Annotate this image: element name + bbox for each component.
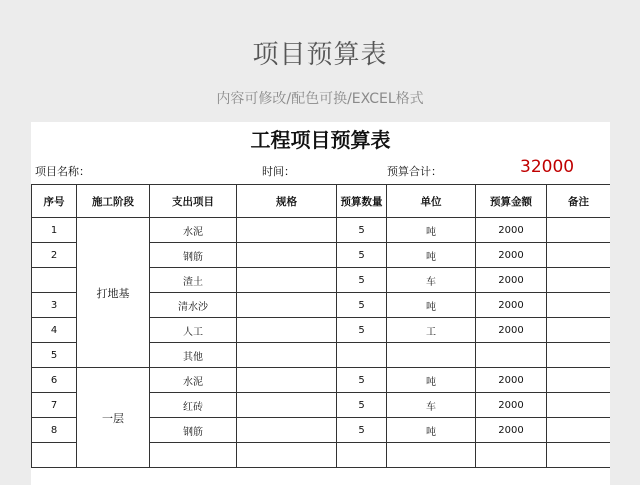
cell-item: 水泥 xyxy=(150,368,237,393)
cell-note xyxy=(547,368,611,393)
cell-qty: 5 xyxy=(337,218,387,243)
cell-amount: 2000 xyxy=(476,418,547,443)
cell-qty: 5 xyxy=(337,268,387,293)
cell-no: 4 xyxy=(32,318,77,343)
cell-amount xyxy=(476,443,547,468)
cell-qty xyxy=(337,343,387,368)
cell-unit: 吨 xyxy=(387,218,476,243)
cell-amount: 2000 xyxy=(476,268,547,293)
cell-no: 1 xyxy=(32,218,77,243)
total-label: 预算合计： xyxy=(387,165,442,178)
column-header: 备注 xyxy=(547,185,611,218)
cell-item: 红砖 xyxy=(150,393,237,418)
cell-item: 渣土 xyxy=(150,268,237,293)
sheet-title: 工程项目预算表 xyxy=(250,128,391,152)
cell-no xyxy=(32,443,77,468)
spreadsheet-preview xyxy=(31,122,610,485)
cell-note xyxy=(547,443,611,468)
cell-qty: 5 xyxy=(337,293,387,318)
cell-note xyxy=(547,218,611,243)
cell-note xyxy=(547,243,611,268)
time-label: 时间： xyxy=(262,165,295,178)
stage-cell: 一层 xyxy=(77,368,150,468)
stage-cell: 打地基 xyxy=(77,218,150,368)
cell-no: 8 xyxy=(32,418,77,443)
column-header: 预算数量 xyxy=(337,185,387,218)
cell-spec xyxy=(237,243,337,268)
cell-unit: 吨 xyxy=(387,293,476,318)
column-header: 施工阶段 xyxy=(77,185,150,218)
cell-spec xyxy=(237,418,337,443)
cell-spec xyxy=(237,393,337,418)
project-name-label: 项目名称： xyxy=(35,165,90,178)
cell-no: 6 xyxy=(32,368,77,393)
cell-unit: 吨 xyxy=(387,368,476,393)
budget-table xyxy=(31,184,610,468)
cell-amount: 2000 xyxy=(476,293,547,318)
column-header: 规格 xyxy=(237,185,337,218)
cell-qty: 5 xyxy=(337,318,387,343)
cell-note xyxy=(547,343,611,368)
cell-amount: 2000 xyxy=(476,318,547,343)
page-title: 项目预算表 xyxy=(252,40,388,70)
cell-spec xyxy=(237,293,337,318)
cell-qty: 5 xyxy=(337,368,387,393)
cell-item: 清水沙 xyxy=(150,293,237,318)
cell-amount: 2000 xyxy=(476,393,547,418)
cell-spec xyxy=(237,443,337,468)
cell-unit: 工 xyxy=(387,318,476,343)
cell-spec xyxy=(237,368,337,393)
cell-item: 钢筋 xyxy=(150,243,237,268)
cell-qty: 5 xyxy=(337,418,387,443)
total-value: 32000 xyxy=(520,157,575,177)
cell-note xyxy=(547,393,611,418)
cell-item xyxy=(150,443,237,468)
cell-amount: 2000 xyxy=(476,218,547,243)
column-header: 支出项目 xyxy=(150,185,237,218)
cell-note xyxy=(547,418,611,443)
cell-item: 人工 xyxy=(150,318,237,343)
cell-spec xyxy=(237,218,337,243)
cell-amount xyxy=(476,343,547,368)
cell-note xyxy=(547,268,611,293)
cell-no: 7 xyxy=(32,393,77,418)
column-header: 序号 xyxy=(32,185,77,218)
cell-amount: 2000 xyxy=(476,243,547,268)
cell-no: 5 xyxy=(32,343,77,368)
cell-item: 水泥 xyxy=(150,218,237,243)
cell-spec xyxy=(237,318,337,343)
cell-unit: 车 xyxy=(387,268,476,293)
table-header-row xyxy=(32,185,611,218)
table-row xyxy=(32,218,611,243)
cell-no xyxy=(32,268,77,293)
cell-qty: 5 xyxy=(337,393,387,418)
column-header: 预算金额 xyxy=(476,185,547,218)
cell-unit xyxy=(387,343,476,368)
cell-unit: 车 xyxy=(387,393,476,418)
cell-qty xyxy=(337,443,387,468)
cell-spec xyxy=(237,268,337,293)
cell-unit: 吨 xyxy=(387,418,476,443)
cell-no: 2 xyxy=(32,243,77,268)
cell-note xyxy=(547,293,611,318)
cell-note xyxy=(547,318,611,343)
cell-spec xyxy=(237,343,337,368)
table-row xyxy=(32,368,611,393)
cell-amount: 2000 xyxy=(476,368,547,393)
cell-qty: 5 xyxy=(337,243,387,268)
cell-no: 3 xyxy=(32,293,77,318)
cell-item: 钢筋 xyxy=(150,418,237,443)
cell-item: 其他 xyxy=(150,343,237,368)
column-header: 单位 xyxy=(387,185,476,218)
cell-unit: 吨 xyxy=(387,243,476,268)
page-subtitle: 内容可修改/配色可换/EXCEL格式 xyxy=(216,91,424,107)
cell-unit xyxy=(387,443,476,468)
